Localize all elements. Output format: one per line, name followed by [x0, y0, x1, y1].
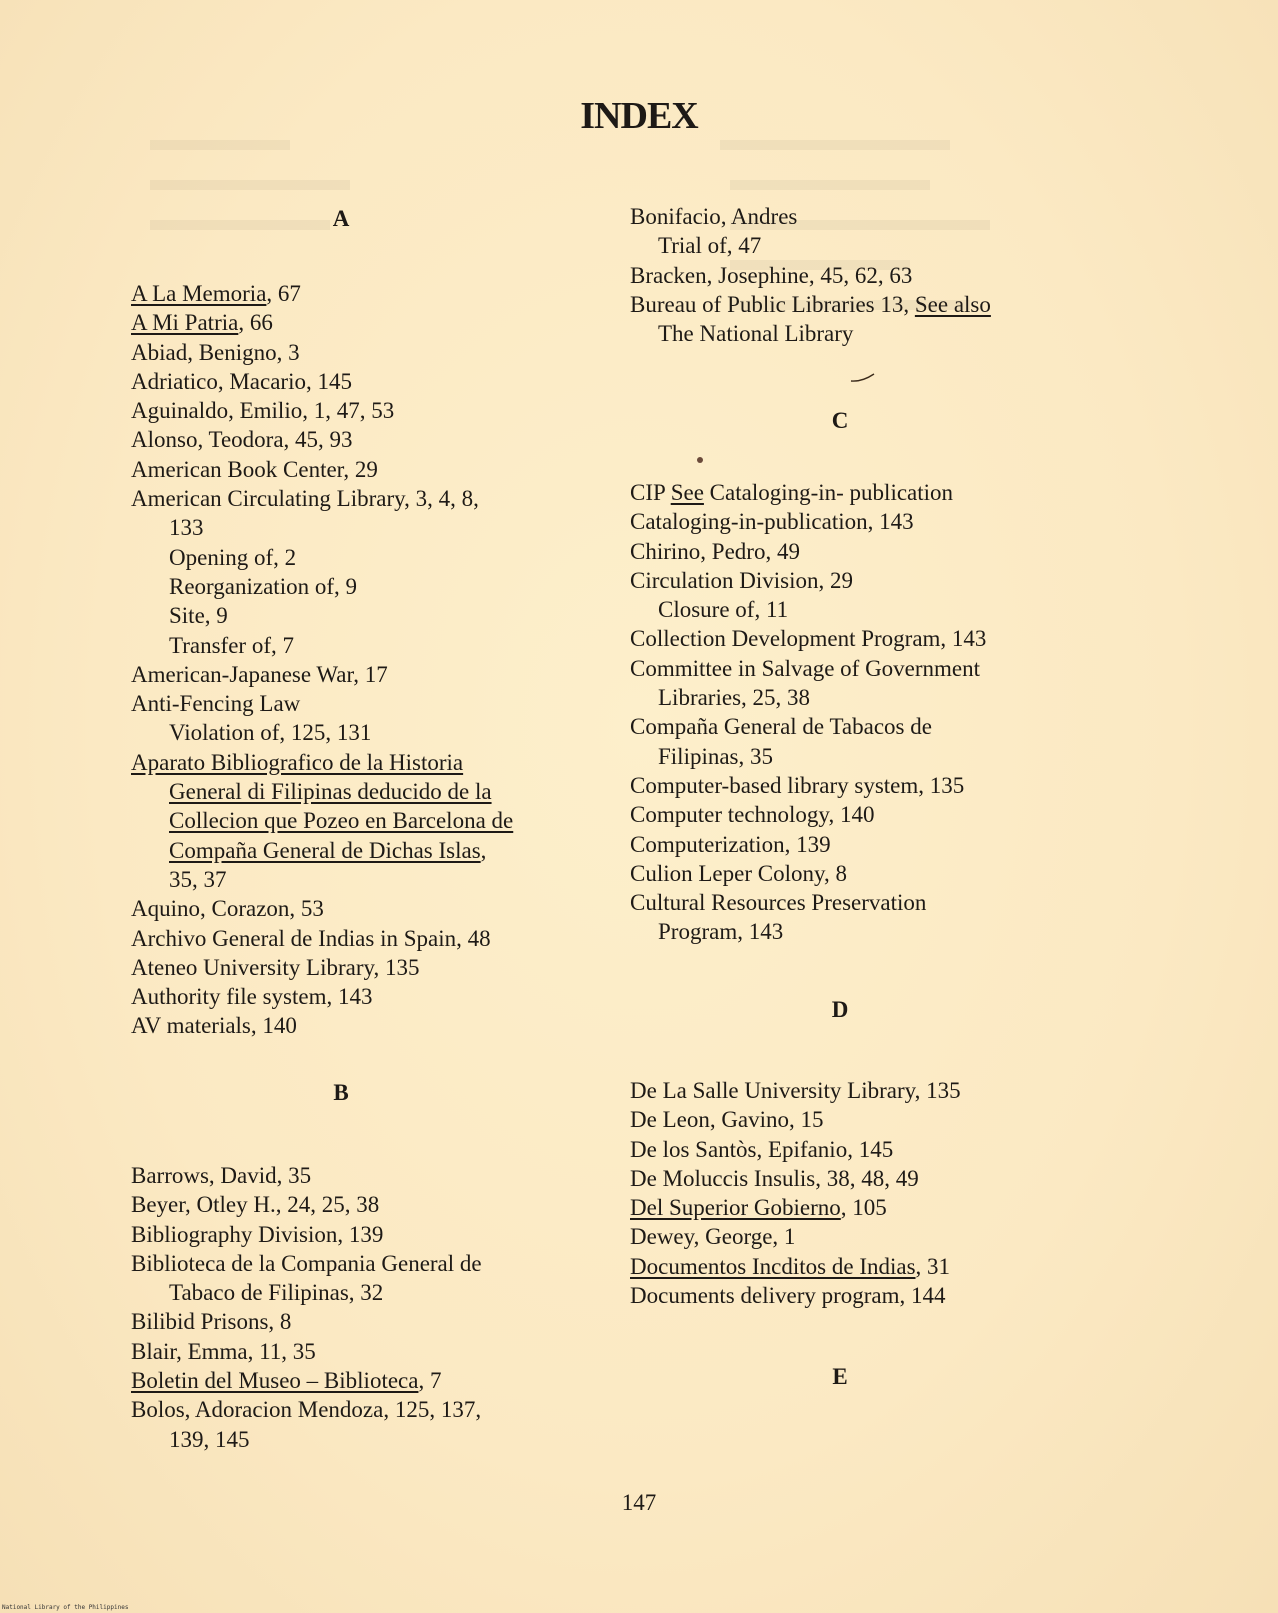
index-entry-line	[131, 308, 581, 337]
section-letter-d: D	[831, 997, 849, 1022]
entries-d	[630, 1076, 1080, 1310]
index-entry-line	[630, 261, 1080, 290]
entry-pages: , 67	[266, 281, 301, 306]
entry-text: Abiad, Benigno, 3	[131, 339, 300, 365]
index-subentry-line	[131, 836, 581, 865]
index-subentry-line	[131, 631, 581, 660]
index-entry-line	[630, 859, 1080, 888]
index-entry	[630, 537, 1080, 566]
index-subentry-line	[131, 601, 581, 630]
entry-text: Dewey, George, 1	[630, 1224, 796, 1250]
index-entry	[131, 894, 581, 923]
index-entry	[131, 396, 581, 425]
index-entry	[630, 771, 1080, 800]
entry-pages: , 7	[418, 1368, 442, 1394]
index-entry-line	[630, 1076, 1080, 1105]
index-entry	[131, 484, 581, 543]
entry-text: CIP	[630, 480, 671, 505]
index-entry-line	[131, 367, 581, 396]
entry-text: Site, 9	[169, 603, 228, 629]
entry-text: Blair, Emma, 11, 35	[131, 1338, 316, 1364]
index-entry	[630, 624, 1080, 653]
index-entry-line	[131, 425, 581, 454]
entry-text: De Leon, Gavino, 15	[630, 1107, 824, 1133]
index-entry-line	[630, 1105, 1080, 1134]
entry-text: Tabaco de Filipinas, 32	[169, 1280, 384, 1306]
index-entry	[131, 1161, 581, 1190]
index-entry-line	[131, 1249, 581, 1278]
index-entry-line	[630, 478, 1080, 507]
entry-text: Bibliography Division, 139	[131, 1221, 384, 1247]
entry-text: De La Salle University Library, 135	[630, 1078, 961, 1103]
entry-text: 139, 145	[169, 1426, 250, 1452]
entries-c	[630, 478, 1080, 947]
index-entry-line	[131, 1011, 581, 1040]
section-letter-c: C	[831, 408, 849, 433]
entry-text: Bracken, Josephine, 45, 62, 63	[630, 262, 913, 288]
entry-text: Closure of, 11	[658, 597, 789, 623]
index-entry-line	[630, 1252, 1080, 1281]
entry-text: American Book Center, 29	[131, 456, 378, 482]
index-entry	[131, 1011, 581, 1040]
index-entry-line	[131, 660, 581, 689]
entry-text: Compaña General de Tabacos de	[630, 714, 932, 740]
entry-text: De Moluccis Insulis, 38, 48, 49	[630, 1165, 919, 1191]
entry-text: Bolos, Adoracion Mendoza, 125, 137,	[131, 1397, 482, 1423]
index-entry-line	[630, 1222, 1080, 1251]
entry-text: Collection Development Program, 143	[630, 626, 987, 652]
index-entry-line	[630, 800, 1080, 829]
index-entry	[131, 1337, 581, 1366]
index-entry	[131, 279, 581, 308]
index-entry	[630, 1281, 1080, 1310]
index-entry	[630, 566, 1080, 625]
index-entry	[630, 1164, 1080, 1193]
index-entry-line	[630, 771, 1080, 800]
entry-text: Documents delivery program, 144	[630, 1283, 946, 1309]
index-entry	[630, 800, 1080, 829]
entry-text: Transfer of, 7	[169, 632, 294, 658]
entry-text: Program, 143	[658, 919, 784, 945]
index-entry	[131, 338, 581, 367]
index-entry	[131, 718, 581, 747]
entry-text: Computerization, 139	[630, 831, 831, 857]
index-entry-line	[131, 279, 581, 308]
entry-text: Computer-based library system, 135	[630, 772, 965, 798]
index-subentry-line	[630, 319, 1080, 348]
index-subentry-line	[630, 231, 1080, 260]
index-entry	[630, 1193, 1080, 1222]
index-entry-line	[131, 338, 581, 367]
index-entry-line	[630, 624, 1080, 653]
section-letter-a: A	[332, 206, 350, 231]
entry-text: Ateneo University Library, 135	[131, 954, 420, 980]
index-entry-line	[131, 1395, 581, 1424]
see-also-reference: See also	[914, 291, 991, 317]
index-entry	[131, 543, 581, 572]
index-entry	[630, 202, 1080, 261]
index-entry-line	[131, 924, 581, 953]
section-letter-b: B	[333, 1080, 349, 1105]
index-entry	[131, 660, 581, 689]
index-entry	[131, 982, 581, 1011]
index-entry	[630, 261, 1080, 290]
index-subentry-line	[131, 777, 581, 806]
index-subentry-line	[630, 742, 1080, 771]
entry-text: Aguinaldo, Emilio, 1, 47, 53	[131, 398, 395, 424]
index-entry-line	[630, 202, 1080, 231]
index-entry	[630, 830, 1080, 859]
entry-text: Cultural Resources Preservation	[630, 890, 927, 916]
entry-pages: ,	[480, 837, 487, 863]
entries-b	[131, 1161, 581, 1454]
entry-pages: , 105	[840, 1195, 887, 1221]
entry-pages: , 31	[915, 1253, 951, 1279]
index-entry-line	[630, 888, 1080, 917]
index-entry	[630, 1252, 1080, 1281]
entry-text: Compaña General de Dichas Islas	[169, 837, 481, 863]
index-subentry-line	[131, 543, 581, 572]
index-entry	[131, 631, 581, 660]
index-entry	[131, 425, 581, 454]
ink-dot	[697, 457, 703, 463]
index-entry	[630, 1222, 1080, 1251]
entry-text: Aquino, Corazon, 53	[131, 896, 324, 922]
index-entry	[630, 654, 1080, 713]
index-entry	[131, 1395, 581, 1454]
index-subentry-line	[131, 1425, 581, 1454]
entry-text: Circulation Division, 29	[630, 567, 853, 593]
entry-text: Barrows, David, 35	[131, 1163, 312, 1188]
entry-text: Biblioteca de la Compania General de	[131, 1250, 482, 1276]
index-entry-line	[630, 507, 1080, 536]
index-entry-line	[131, 1220, 581, 1249]
entry-text: Documentos Incditos de Indias	[630, 1253, 916, 1279]
index-entry-line	[131, 1337, 581, 1366]
index-entry	[131, 1366, 581, 1395]
entry-text: General di Filipinas deducido de la	[169, 779, 492, 805]
pencil-mark	[850, 372, 876, 384]
index-entry-line	[131, 689, 581, 718]
entry-text: Archivo General de Indias in Spain, 48	[131, 925, 491, 951]
index-entry-line	[630, 712, 1080, 741]
index-subentry-line	[131, 513, 581, 542]
entry-text: Computer technology, 140	[630, 802, 875, 828]
entry-text: 133	[169, 515, 204, 541]
entries-b-continued	[630, 202, 1080, 348]
index-entry	[131, 1307, 581, 1336]
entry-text: The National Library	[658, 321, 854, 347]
section-letter-e: E	[832, 1364, 848, 1389]
entry-text: Culion Leper Colony, 8	[630, 860, 847, 886]
index-entry-line	[131, 1307, 581, 1336]
index-entry-line	[630, 1164, 1080, 1193]
index-entry	[630, 712, 1080, 771]
index-entry	[131, 748, 581, 894]
index-entry	[131, 1220, 581, 1249]
entry-text: Alonso, Teodora, 45, 93	[131, 427, 353, 453]
index-entry-line	[131, 1366, 581, 1395]
index-entry	[131, 689, 581, 718]
index-entry-line	[630, 1135, 1080, 1164]
index-entry-line	[131, 982, 581, 1011]
index-entry-line	[630, 654, 1080, 683]
entry-text: American-Japanese War, 17	[131, 661, 388, 687]
index-subentry-line	[630, 595, 1080, 624]
index-subentry-line	[630, 683, 1080, 712]
entry-text: Beyer, Otley H., 24, 25, 38	[131, 1192, 380, 1218]
index-entry-line	[630, 566, 1080, 595]
index-entry-line	[131, 953, 581, 982]
index-entry-line	[131, 894, 581, 923]
index-entry	[131, 367, 581, 396]
index-subentry-line	[131, 718, 581, 747]
index-entry-line	[131, 1190, 581, 1219]
index-entry-line	[630, 1281, 1080, 1310]
page-number: 147	[621, 1490, 657, 1515]
index-entry	[630, 1105, 1080, 1134]
index-entry-line	[131, 748, 581, 777]
index-entry-line	[630, 830, 1080, 859]
index-entry-line	[131, 455, 581, 484]
index-entry-line	[630, 1193, 1080, 1222]
entry-text: Chirino, Pedro, 49	[630, 538, 800, 564]
index-entry	[131, 455, 581, 484]
index-entry	[630, 290, 1080, 349]
entry-text: American Circulating Library, 3, 4, 8,	[131, 486, 479, 512]
index-entry	[131, 572, 581, 601]
index-entry	[630, 507, 1080, 536]
index-entry	[630, 1135, 1080, 1164]
entry-text: Del Superior Gobierno	[630, 1195, 841, 1221]
entry-text: A Mi Patria	[131, 310, 239, 336]
entry-text: Libraries, 25, 38	[658, 685, 811, 711]
index-entry-line	[131, 1161, 581, 1190]
entry-text: Bureau of Public Libraries 13,	[630, 291, 915, 317]
entry-text: Collecion que Pozeo en Barcelona de	[169, 808, 514, 834]
index-entry-line	[630, 537, 1080, 566]
index-subentry-line	[131, 806, 581, 835]
index-subentry-line	[131, 865, 581, 894]
entry-tail: Cataloging-in- publication	[703, 480, 954, 505]
index-entry-line	[131, 396, 581, 425]
index-entry-line	[630, 290, 1080, 319]
index-subentry-line	[131, 572, 581, 601]
page-title: INDEX	[580, 95, 698, 137]
index-entry	[131, 1190, 581, 1219]
see-reference: See	[670, 480, 704, 505]
index-entry-line	[131, 484, 581, 513]
entry-text: 35, 37	[169, 866, 227, 892]
index-subentry-line	[131, 1278, 581, 1307]
index-entry	[131, 308, 581, 337]
index-entry	[630, 888, 1080, 947]
index-entry	[131, 601, 581, 630]
entry-text: Filipinas, 35	[658, 743, 774, 769]
entry-text: A La Memoria	[131, 281, 267, 306]
entry-text: Violation of, 125, 131	[169, 720, 372, 746]
index-entry	[131, 953, 581, 982]
index-subentry-line	[630, 917, 1080, 946]
entry-text: Adriatico, Macario, 145	[131, 368, 352, 394]
entry-pages: , 66	[238, 310, 273, 336]
index-entry	[131, 924, 581, 953]
entry-text: Opening of, 2	[169, 544, 297, 570]
index-entry	[630, 1076, 1080, 1105]
entry-text: Bilibid Prisons, 8	[131, 1309, 292, 1335]
index-entry	[630, 478, 1080, 507]
entry-text: Anti-Fencing Law	[131, 691, 301, 717]
entries-a	[131, 279, 581, 1041]
entry-text: Committee in Salvage of Government	[630, 655, 981, 681]
entry-text: Bonifacio, Andres	[630, 204, 798, 229]
entry-text: De los Santòs, Epifanio, 145	[630, 1136, 894, 1162]
index-entry	[630, 859, 1080, 888]
entry-text: Reorganization of, 9	[169, 573, 357, 599]
entry-text: AV materials, 140	[131, 1013, 297, 1039]
entry-text: Cataloging-in-publication, 143	[630, 509, 914, 535]
entry-text: Authority file system, 143	[131, 984, 373, 1010]
entry-text: Boletin del Museo – Biblioteca	[131, 1368, 419, 1394]
source-credit: National Library of the Philippines	[2, 1604, 129, 1611]
index-entry	[131, 1249, 581, 1308]
entry-text: Aparato Bibliografico de la Historia	[131, 749, 464, 775]
entry-text: Trial of, 47	[658, 233, 762, 259]
